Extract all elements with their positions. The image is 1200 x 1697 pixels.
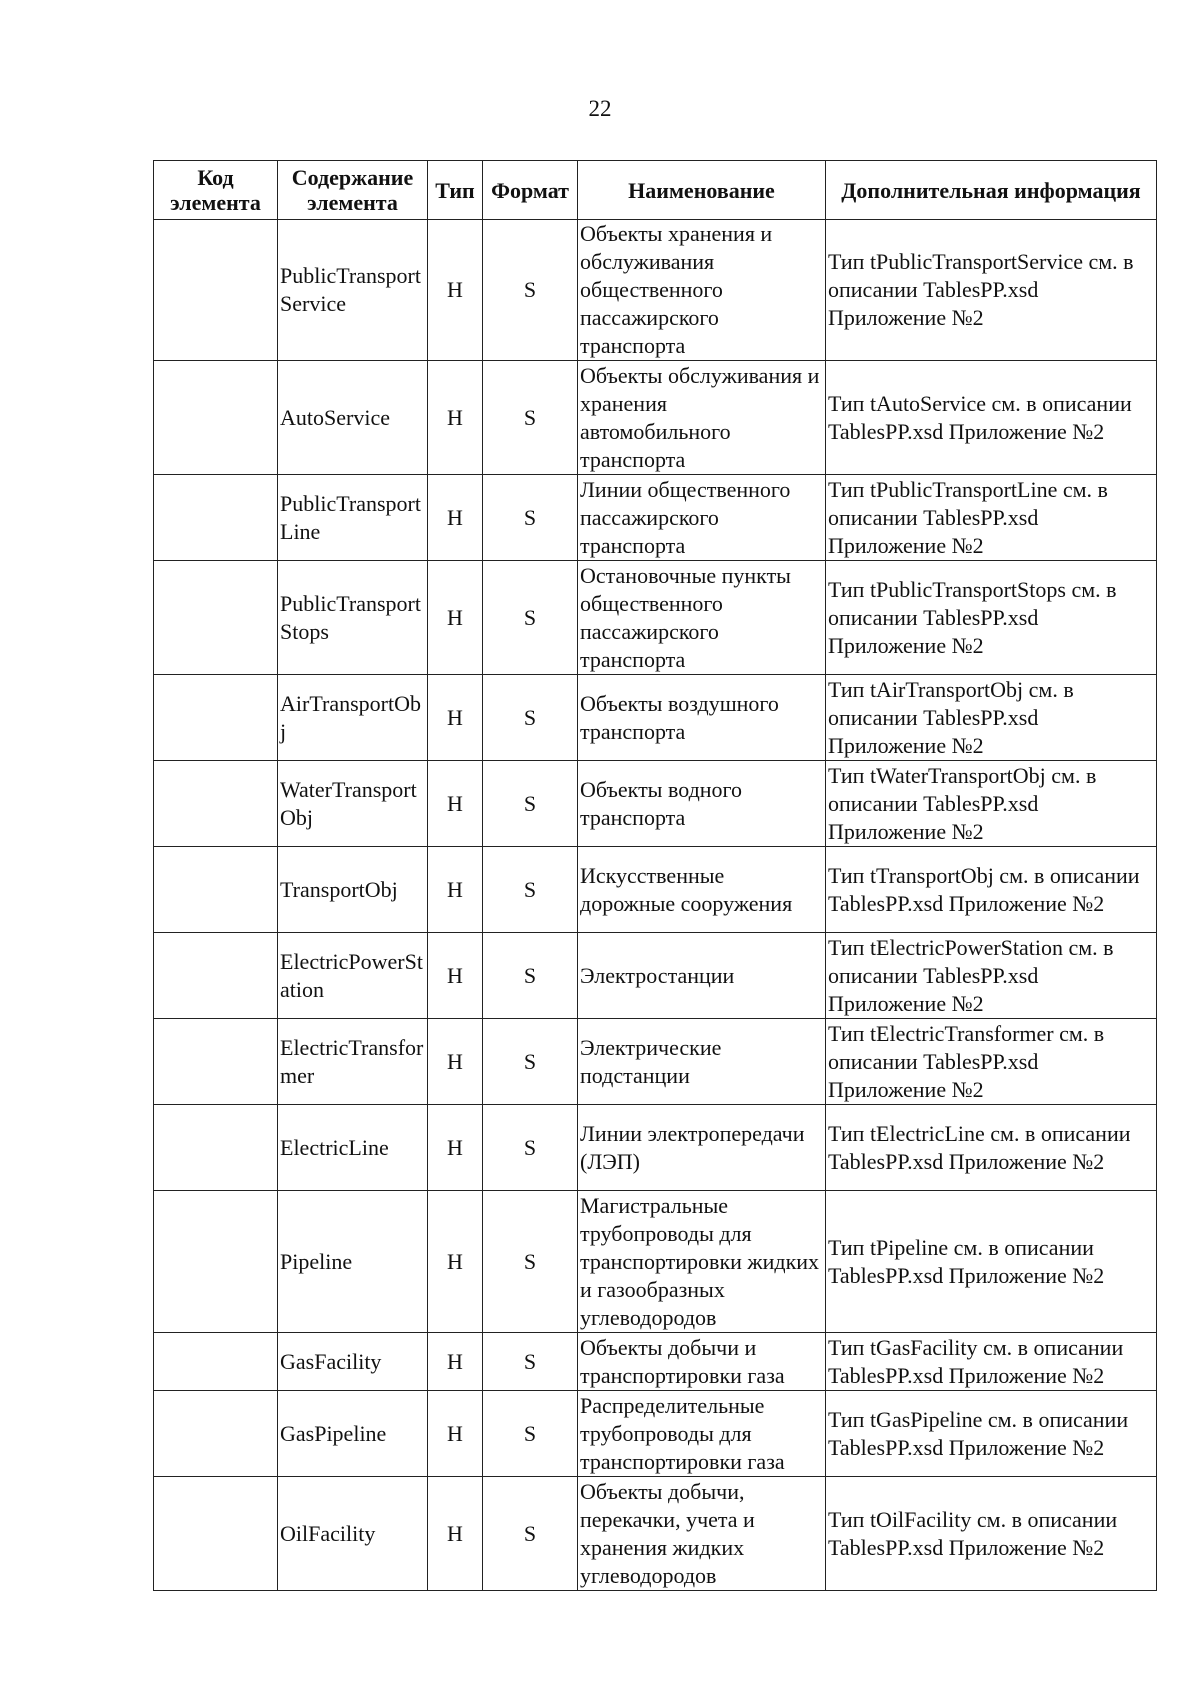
cell-info: Тип tAutoService см. в описании TablesPP.xsd Приложение №2	[826, 361, 1157, 475]
cell-content: ElectricLine	[278, 1105, 428, 1191]
cell-info: Тип tPublicTransportLine см. в описании TablesPP.xsd Приложение №2	[826, 475, 1157, 561]
cell-info: Тип tElectricPowerStation см. в описании TablesPP.xsd Приложение №2	[826, 933, 1157, 1019]
cell-type: Н	[428, 1019, 483, 1105]
table-row	[154, 933, 1157, 1019]
table-row	[154, 761, 1157, 847]
cell-info: Тип tPipeline см. в описании TablesPP.xsd Приложение №2	[826, 1191, 1157, 1333]
cell-name: Электростанции	[578, 933, 826, 1019]
cell-format: S	[483, 1333, 578, 1391]
cell-name: Линии общественного пассажирского транспорта	[578, 475, 826, 561]
table-row	[154, 475, 1157, 561]
table-row	[154, 361, 1157, 475]
cell-type: Н	[428, 933, 483, 1019]
table-row	[154, 1019, 1157, 1105]
cell-format: S	[483, 1477, 578, 1591]
cell-type: Н	[428, 361, 483, 475]
cell-name: Искусственные дорожные сооружения	[578, 847, 826, 933]
elements-table	[153, 160, 1157, 1591]
table-row	[154, 1391, 1157, 1477]
cell-name: Объекты воздушного транспорта	[578, 675, 826, 761]
cell-code	[154, 761, 278, 847]
table-row	[154, 1333, 1157, 1391]
cell-type: Н	[428, 1191, 483, 1333]
cell-type: Н	[428, 475, 483, 561]
cell-code	[154, 933, 278, 1019]
cell-code	[154, 675, 278, 761]
header-info: Дополнительная информация	[826, 161, 1157, 220]
cell-code	[154, 475, 278, 561]
header-format: Формат	[483, 161, 578, 220]
cell-info: Тип tElectricTransformer см. в описании TablesPP.xsd Приложение №2	[826, 1019, 1157, 1105]
header-name: Наименование	[578, 161, 826, 220]
page-number: 22	[588, 96, 612, 121]
cell-code	[154, 361, 278, 475]
cell-info: Тип tElectricLine см. в описании TablesPP.xsd Приложение №2	[826, 1105, 1157, 1191]
cell-info: Тип tTransportObj см. в описании TablesPP.xsd Приложение №2	[826, 847, 1157, 933]
table-row	[154, 1105, 1157, 1191]
cell-content: PublicTransportLine	[278, 475, 428, 561]
cell-format: S	[483, 561, 578, 675]
cell-content: OilFacility	[278, 1477, 428, 1591]
cell-info: Тип tPublicTransportService см. в описании TablesPP.xsd Приложение №2	[826, 220, 1157, 361]
cell-name: Объекты добычи и транспортировки газа	[578, 1333, 826, 1391]
cell-type: Н	[428, 1333, 483, 1391]
cell-content: GasFacility	[278, 1333, 428, 1391]
cell-code	[154, 847, 278, 933]
cell-type: Н	[428, 1105, 483, 1191]
cell-content: ElectricTransformer	[278, 1019, 428, 1105]
cell-format: S	[483, 933, 578, 1019]
cell-info: Тип tAirTransportObj см. в описании TablesPP.xsd Приложение №2	[826, 675, 1157, 761]
header-code: Код элемента	[154, 161, 278, 220]
cell-content: PublicTransportService	[278, 220, 428, 361]
cell-content: PublicTransportStops	[278, 561, 428, 675]
cell-info: Тип tWaterTransportObj см. в описании TablesPP.xsd Приложение №2	[826, 761, 1157, 847]
cell-code	[154, 1105, 278, 1191]
cell-type: Н	[428, 675, 483, 761]
cell-type: Н	[428, 847, 483, 933]
cell-code	[154, 1191, 278, 1333]
cell-content: AutoService	[278, 361, 428, 475]
cell-format: S	[483, 847, 578, 933]
cell-format: S	[483, 761, 578, 847]
cell-content: WaterTransportObj	[278, 761, 428, 847]
cell-info: Тип tGasFacility см. в описании TablesPP.xsd Приложение №2	[826, 1333, 1157, 1391]
cell-name: Электрические подстанции	[578, 1019, 826, 1105]
table-row	[154, 1477, 1157, 1591]
cell-type: Н	[428, 1477, 483, 1591]
cell-format: S	[483, 1391, 578, 1477]
cell-name: Объекты водного транспорта	[578, 761, 826, 847]
cell-type: Н	[428, 761, 483, 847]
cell-format: S	[483, 1019, 578, 1105]
cell-content: TransportObj	[278, 847, 428, 933]
header-content: Содержание элемента	[278, 161, 428, 220]
cell-code	[154, 1333, 278, 1391]
cell-content: AirTransportObj	[278, 675, 428, 761]
cell-info: Тип tGasPipeline см. в описании TablesPP.xsd Приложение №2	[826, 1391, 1157, 1477]
table-row	[154, 220, 1157, 361]
cell-code	[154, 220, 278, 361]
cell-code	[154, 1391, 278, 1477]
cell-format: S	[483, 1105, 578, 1191]
table-row	[154, 675, 1157, 761]
header-type: Тип	[428, 161, 483, 220]
cell-format: S	[483, 475, 578, 561]
cell-type: Н	[428, 561, 483, 675]
header-row	[154, 161, 1157, 220]
cell-code	[154, 561, 278, 675]
cell-type: Н	[428, 220, 483, 361]
cell-content: GasPipeline	[278, 1391, 428, 1477]
cell-code	[154, 1477, 278, 1591]
cell-name: Распределительные трубопроводы для транспортировки газа	[578, 1391, 826, 1477]
cell-name: Объекты обслуживания и хранения автомобильного транспорта	[578, 361, 826, 475]
table-row	[154, 847, 1157, 933]
cell-format: S	[483, 675, 578, 761]
cell-format: S	[483, 361, 578, 475]
cell-info: Тип tPublicTransportStops см. в описании TablesPP.xsd Приложение №2	[826, 561, 1157, 675]
table-row	[154, 561, 1157, 675]
cell-name: Объекты хранения и обслуживания общественного пассажирского транспорта	[578, 220, 826, 361]
cell-info: Тип tOilFacility см. в описании TablesPP.xsd Приложение №2	[826, 1477, 1157, 1591]
cell-content: Pipeline	[278, 1191, 428, 1333]
cell-name: Магистральные трубопроводы для транспортировки жидких и газообразных углеводородов	[578, 1191, 826, 1333]
cell-format: S	[483, 1191, 578, 1333]
cell-name: Линии электропередачи (ЛЭП)	[578, 1105, 826, 1191]
cell-code	[154, 1019, 278, 1105]
cell-type: Н	[428, 1391, 483, 1477]
cell-name: Остановочные пункты общественного пассажирского транспорта	[578, 561, 826, 675]
cell-format: S	[483, 220, 578, 361]
table-row	[154, 1191, 1157, 1333]
cell-content: ElectricPowerStation	[278, 933, 428, 1019]
cell-name: Объекты добычи, перекачки, учета и хранения жидких углеводородов	[578, 1477, 826, 1591]
